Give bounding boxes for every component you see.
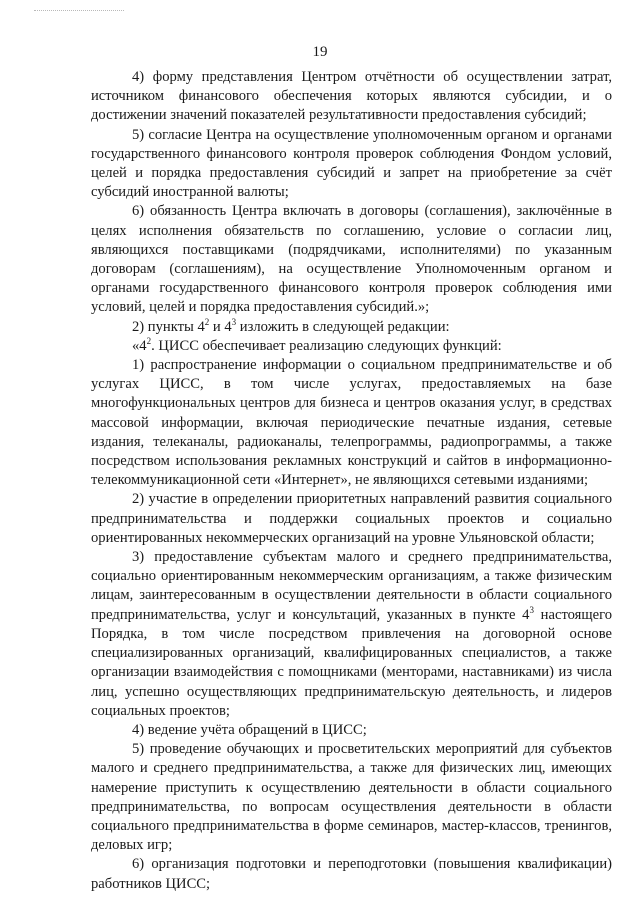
paragraph-function-6: 6) организация подготовки и переподготовки (повышения квалификации) работников ЦИСС; bbox=[91, 856, 612, 892]
paragraph-function-2: 2) участие в определении приоритетных направлений развития социального предпринимательства и поддержки социальных проектов и социально ориентированных некоммерческих организаций на уровне Ульяновской области; bbox=[91, 491, 612, 546]
page-number: 19 bbox=[312, 44, 328, 60]
paragraph-function-4: 4) ведение учёта обращений в ЦИСС; bbox=[132, 721, 367, 738]
paragraph-function-5: 5) проведение обучающих и просветительских мероприятий для субъектов малого и среднего предпринимательства, а также для физических лиц, имеющих намерение приступить к осуществлению деятельности в области социального предпринимательства, по вопросам осуществления деятельности в области социального предпринимательства в форме семинаров, мастер-классов, тренингов, деловых игр; bbox=[91, 741, 612, 854]
paragraph-item-4: 4) форму представления Центром отчётности об осуществлении затрат, источником финансового обеспечения которых являются субсидии, и о достижении значений показателей результативности предоставления субсидий; bbox=[91, 69, 612, 124]
scan-artifact bbox=[34, 10, 124, 15]
paragraph-function-3: 3) предоставление субъектам малого и среднего предпринимательства, социально ориентированным некоммерческим организациям, а также физическим лицам, заинтересованным в осуществлении деятельности в области социального предпринимательства, услуг и консультаций, указанных в пункте $4^3$ настоящего Порядка, в том числе посредством привлечения на договорной основе специализированных организаций, квалифицированных специалистов, а также организации взаимодействия с помощниками (менторами, наставниками) из числа лиц, успешно осуществляющих предпринимательскую деятельность, и лидеров социальных проектов; bbox=[91, 549, 613, 719]
paragraph-amendment-points: 2) пункты $4^2$ и $4^3$ изложить в следующей редакции: bbox=[132, 316, 450, 335]
paragraph-section-4-2-heading: «$4^2$. ЦИСС обеспечивает реализацию следующих функций: bbox=[132, 335, 502, 354]
document-body bbox=[91, 68, 612, 894]
paragraph-item-5: 5) согласие Центра на осуществление уполномоченным органом и органами государственного финансового контроля проверок соблюдения Фондом условий, целей и порядка предоставления субсидий и запрет на приобретение за счёт субсидий иностранной валюты; bbox=[91, 126, 612, 201]
paragraph-item-6: 6) обязанность Центра включать в договоры (соглашения), заключённые в целях исполнения обязательств по соглашению, условие о согласии лиц, являющихся поставщиками (подрядчиками, исполнителями) по указанным договорам (соглашениям), на осуществление Уполномоченным органом и органами государственного финансового контроля проверок соблюдения ими условий, целей и порядка предоставления субсидий.»; bbox=[91, 203, 612, 316]
paragraph-function-1: 1) распространение информации о социальном предпринимательстве и об услугах ЦИСС, в том числе услугах, предоставляемых на базе многофункциональных центров для бизнеса и центров оказания услуг, в средствах массовой информации, включая периодические печатные издания, сетевые издания, телеканалы, радиоканалы, телепрограммы, радиопрограммы, а также посредством использования рекламных конструкций и сайтов в информационно-телекоммуникационной сети «Интернет», не являющихся сетевыми изданиями; bbox=[91, 357, 612, 489]
